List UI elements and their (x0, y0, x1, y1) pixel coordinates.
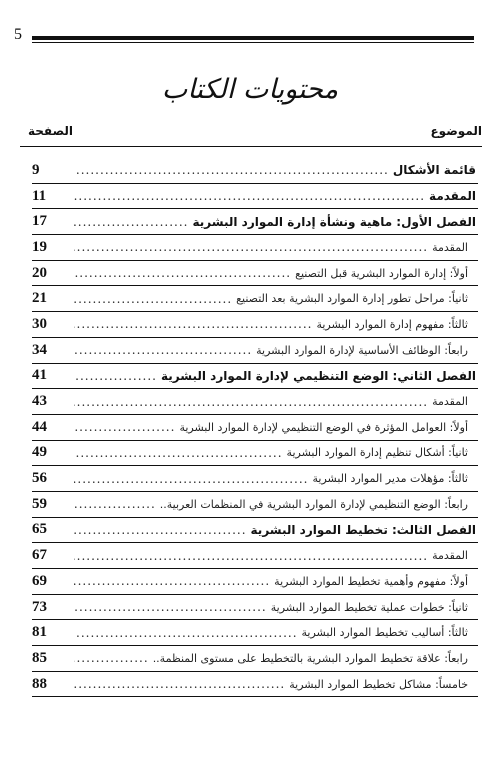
dot-leader (74, 292, 236, 306)
toc-chapter-entry (32, 518, 478, 544)
dot-leader (74, 446, 287, 460)
dot-leader (74, 240, 432, 254)
toc-section-entry (32, 595, 478, 621)
dot-leader (74, 472, 312, 486)
toc-entry-label: ثالثاً: مؤهلات مدير الموارد البشرية (312, 472, 468, 486)
toc-entry-label: رابعاً: علاقة تخطيط الموارد البشرية بالتخطيط على مستوى المنظمة.. (152, 651, 468, 665)
page-number: 5 (14, 26, 22, 43)
topic-column-header: الموضوع (430, 124, 482, 138)
header-rule (32, 36, 474, 43)
toc-chapter-entry (32, 184, 478, 210)
toc-section-entry (32, 543, 478, 569)
toc-entry-label: الفصل الثاني: الوضع التنظيمي لإدارة الموارد البشرية (161, 368, 476, 383)
toc-section-entry (32, 389, 478, 415)
toc-entry-page-number: 69 (32, 572, 47, 589)
toc-section-entry (32, 261, 478, 287)
toc-entry-label: خامساً: مشاكل تخطيط الموارد البشرية (289, 677, 468, 691)
toc-section-entry (32, 646, 478, 672)
dot-leader (74, 420, 179, 434)
dot-leader (74, 189, 429, 203)
column-header-rule (20, 146, 482, 147)
toc-entry-page-number: 49 (32, 444, 47, 461)
dot-leader (74, 600, 271, 614)
toc-entry-label: رابعاً: الوضع التنظيمي لإدارة الموارد البشرية في المنظمات العربية.. (159, 497, 468, 511)
toc-entry-page-number: 65 (32, 521, 47, 538)
toc-entry-page-number: 43 (32, 393, 47, 410)
toc-section-entry (32, 569, 478, 595)
toc-entry-page-number: 67 (32, 547, 47, 564)
dot-leader (74, 497, 160, 511)
toc-entry-page-number: 56 (32, 470, 47, 487)
dot-leader (74, 651, 153, 665)
toc-entry-label: أولاً: إدارة الموارد البشرية قبل التصنيع (295, 266, 468, 280)
dot-leader (74, 549, 432, 563)
toc-section-entry (32, 466, 478, 492)
toc-entry-page-number: 73 (32, 598, 47, 615)
toc-entry-label: ثالثاً: مفهوم إدارة الموارد البشرية (316, 317, 468, 331)
dot-leader (74, 574, 274, 588)
dot-leader (74, 317, 316, 331)
toc-entry-page-number: 30 (32, 315, 47, 332)
toc-entry-label: قائمة الأشكال (392, 163, 476, 178)
dot-leader (74, 523, 251, 537)
toc-chapter-entry (32, 209, 478, 235)
toc-entry-page-number: 59 (32, 495, 47, 512)
dot-leader (74, 626, 302, 640)
toc-entry-label: ثالثاً: أساليب تخطيط الموارد البشرية (301, 626, 468, 640)
toc-section-entry (32, 286, 478, 312)
toc-entry-label: المقدمة (429, 189, 476, 204)
table-of-contents (32, 158, 478, 697)
dot-leader (74, 266, 295, 280)
toc-entry-label: ثانياً: أشكال تنظيم إدارة الموارد البشرية (286, 446, 468, 460)
toc-chapter-entry (32, 364, 478, 390)
toc-chapter-entry (32, 158, 478, 184)
dot-leader (74, 677, 289, 691)
toc-section-entry (32, 441, 478, 467)
toc-entry-page-number: 19 (32, 238, 47, 255)
dot-leader (74, 163, 393, 177)
page-title: محتويات الكتاب (161, 74, 339, 105)
toc-entry-page-number: 81 (32, 624, 47, 641)
toc-entry-label: رابعاً: الوظائف الأساسية لإدارة الموارد البشرية (256, 343, 468, 357)
toc-entry-page-number: 20 (32, 264, 47, 281)
toc-entry-page-number: 34 (32, 341, 47, 358)
toc-section-entry (32, 312, 478, 338)
dot-leader (74, 369, 161, 383)
toc-entry-page-number: 44 (32, 418, 47, 435)
toc-entry-label: ثانياً: مراحل تطور إدارة الموارد البشرية بعد التصنيع (236, 292, 468, 306)
page-column-header: الصفحة (28, 124, 74, 138)
toc-section-entry (32, 235, 478, 261)
dot-leader (74, 343, 256, 357)
toc-entry-label: أولاً: العوامل المؤثرة في الوضع التنظيمي لإدارة الموارد البشرية (179, 420, 468, 434)
toc-section-entry (32, 620, 478, 646)
toc-entry-label: الفصل الأول: ماهية ونشأة إدارة الموارد البشرية (192, 214, 476, 229)
dot-leader (74, 395, 432, 409)
toc-section-entry (32, 672, 478, 698)
dot-leader (74, 215, 193, 229)
toc-entry-label: المقدمة (432, 395, 468, 409)
toc-entry-page-number: 85 (32, 649, 47, 666)
toc-entry-page-number: 41 (32, 367, 47, 384)
toc-entry-page-number: 9 (32, 161, 40, 178)
toc-section-entry (32, 415, 478, 441)
toc-entry-label: أولاً: مفهوم وأهمية تخطيط الموارد البشرية (274, 574, 468, 588)
toc-entry-page-number: 88 (32, 675, 47, 692)
toc-entry-label: المقدمة (432, 240, 468, 254)
toc-entry-page-number: 17 (32, 213, 47, 230)
toc-section-entry (32, 492, 478, 518)
toc-entry-page-number: 21 (32, 290, 47, 307)
toc-entry-label: ثانياً: خطوات عملية تخطيط الموارد البشرية (270, 600, 468, 614)
toc-entry-label: الفصل الثالث: تخطيط الموارد البشرية (250, 522, 476, 537)
toc-entry-label: المقدمة (432, 549, 468, 563)
toc-entry-page-number: 11 (32, 187, 47, 204)
toc-section-entry (32, 338, 478, 364)
